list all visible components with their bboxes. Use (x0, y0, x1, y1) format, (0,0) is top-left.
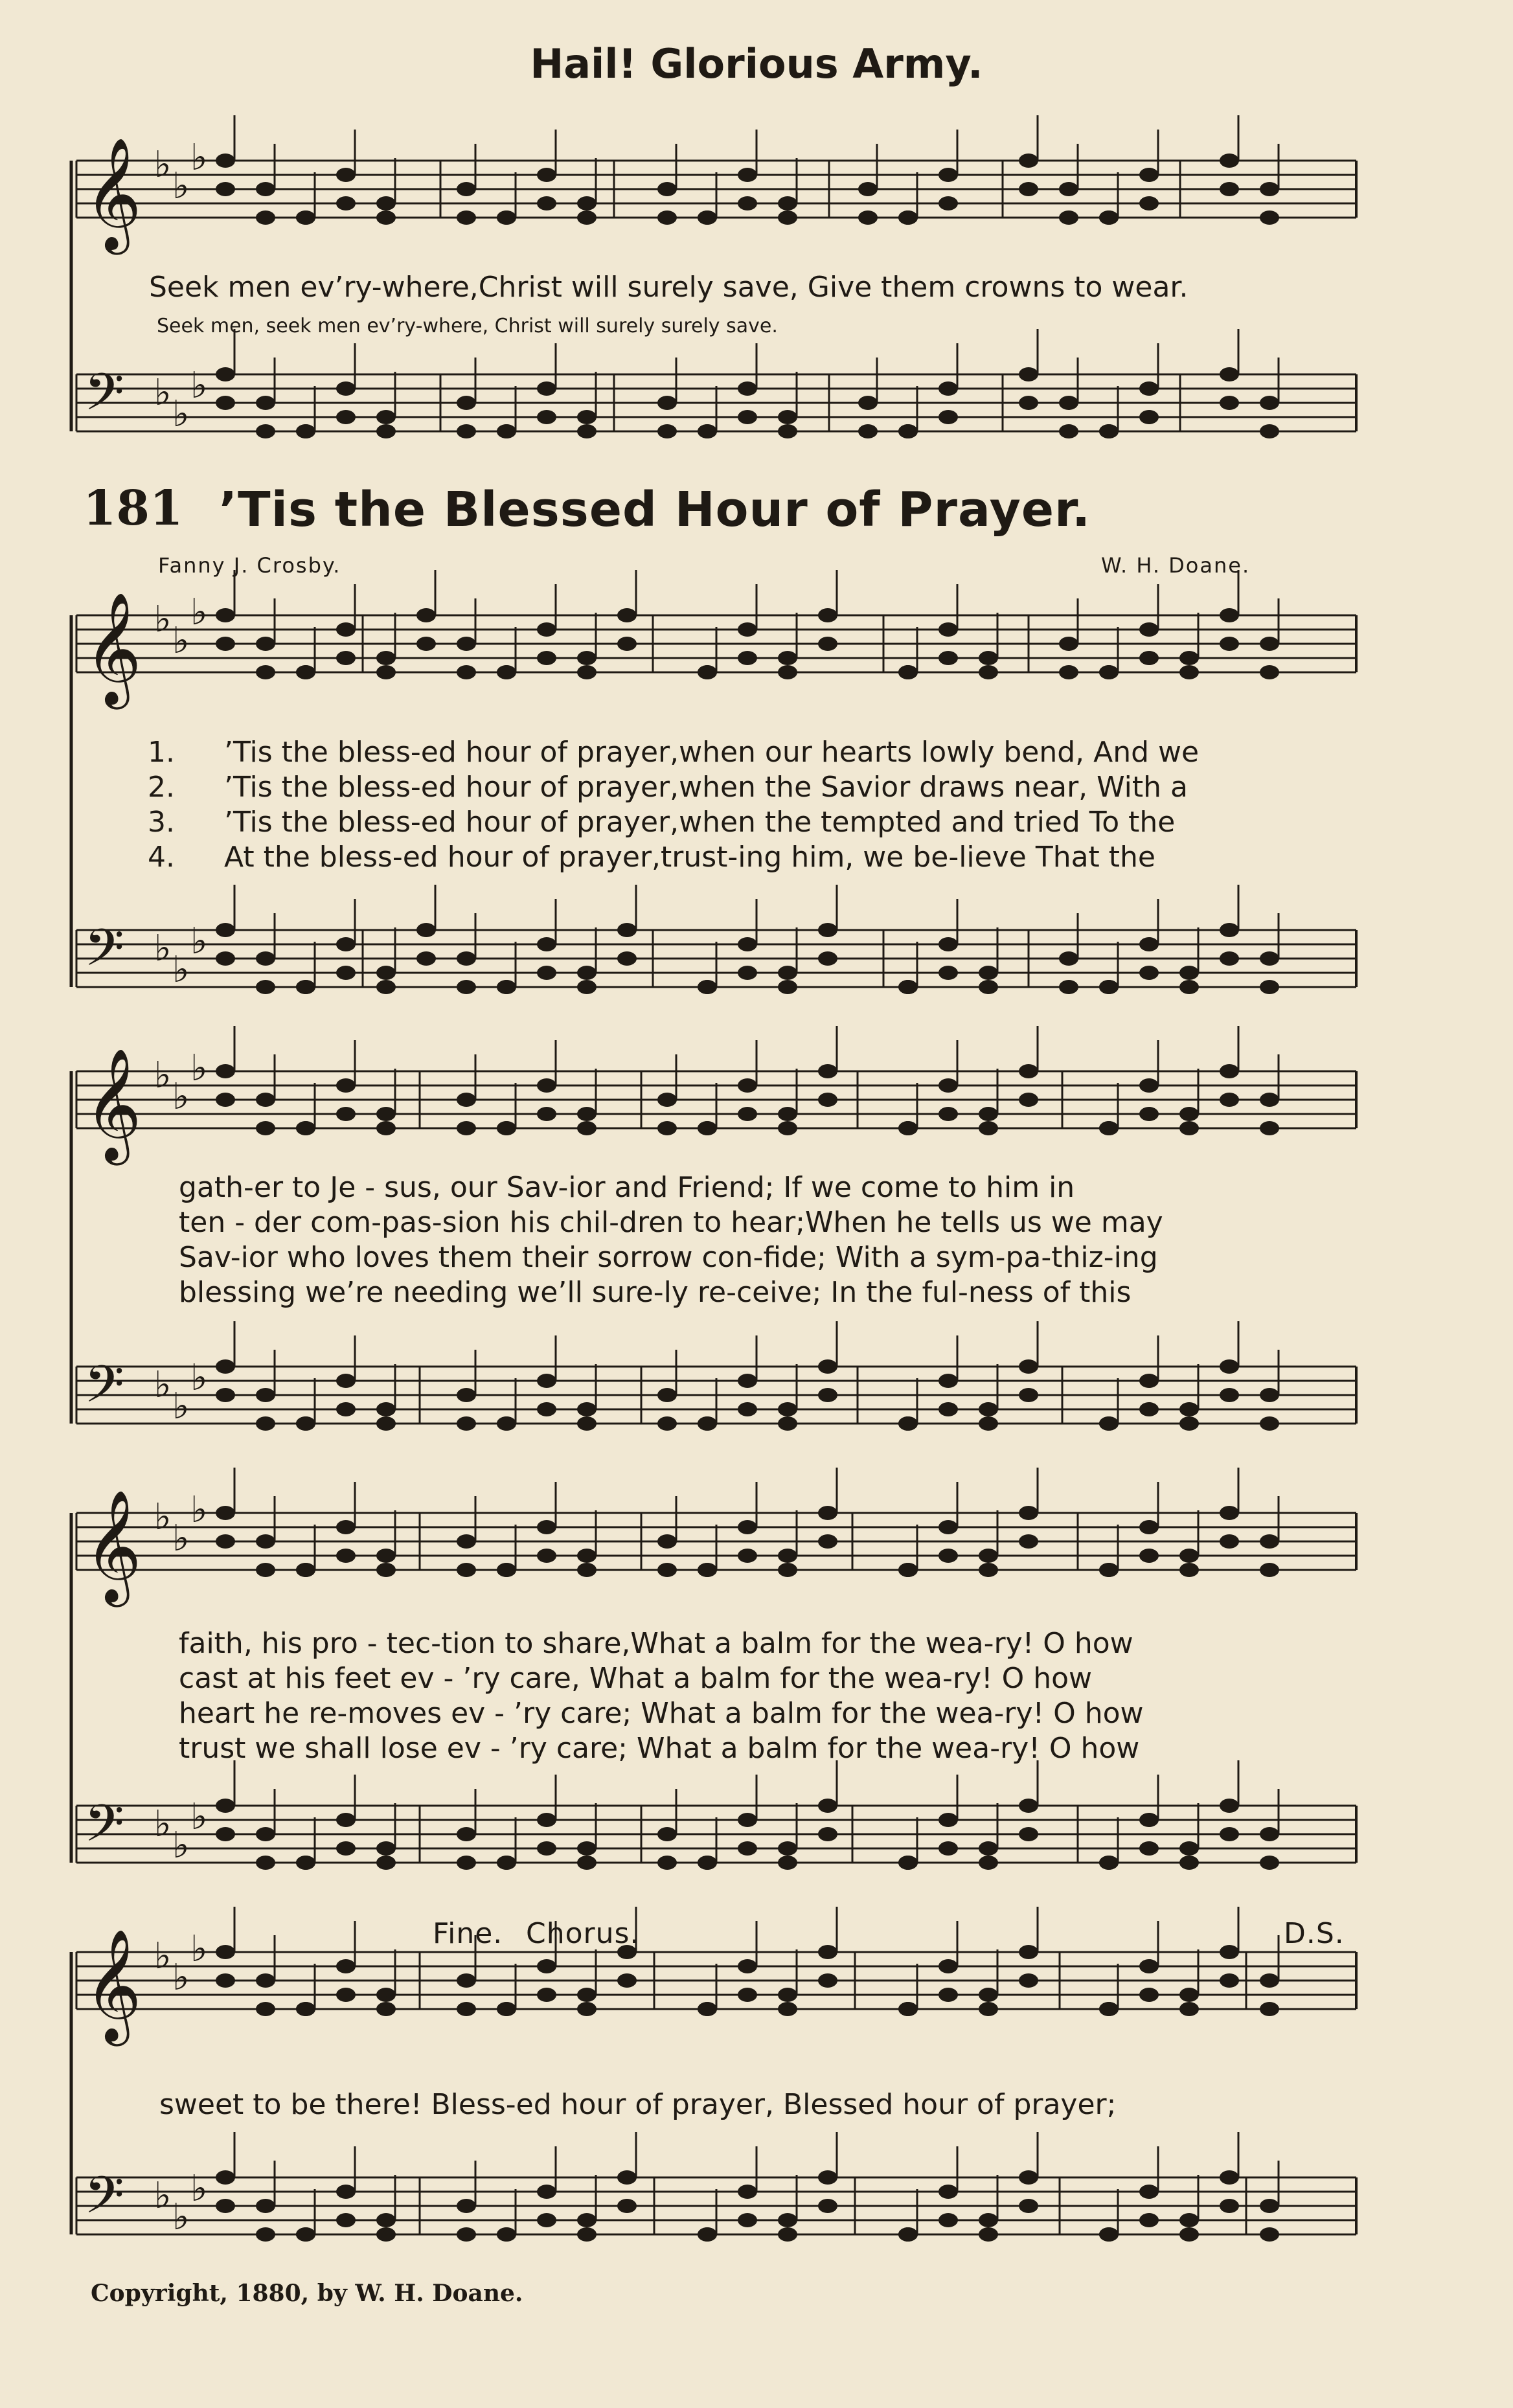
previous-hymn-lyric: Seek men ev’ry-where,Christ will surely save, Give them crowns to wear. (149, 271, 1189, 304)
svg-text:♭: ♭ (172, 620, 190, 662)
svg-text:𝄢: 𝄢 (84, 1793, 124, 1866)
svg-text:♭: ♭ (190, 1489, 208, 1531)
verse-4-line-2: blessing we’re needing we’ll sure-ly re-ceive; In the ful-ness of this (179, 1276, 1132, 1309)
svg-text:♭: ♭ (154, 1054, 172, 1096)
svg-text:𝄞: 𝄞 (84, 592, 142, 705)
svg-text:♭: ♭ (172, 1385, 190, 1427)
verse-3-line-3: heart he re-moves ev - ’ry care; What a balm for the wea-ry! O how (179, 1697, 1144, 1730)
composer-credit: W. H. Doane. (1101, 553, 1251, 578)
verse-2-line-1: 2. ’Tis the bless-ed hour of prayer,when the Savior draws near, With a (148, 771, 1188, 804)
svg-text:♭: ♭ (190, 591, 208, 633)
svg-text:♭: ♭ (190, 920, 208, 962)
svg-text:𝄢: 𝄢 (84, 362, 124, 435)
svg-text:𝄞: 𝄞 (84, 137, 142, 250)
svg-text:𝄞: 𝄞 (84, 1048, 142, 1161)
verse-2-line-3: cast at his feet ev - ’ry care, What a balm for the wea-ry! O how (179, 1662, 1093, 1695)
lyricist-credit: Fanny J. Crosby. (158, 553, 341, 578)
previous-hymn-alt-lyric: Seek men, seek men ev’ry-where, Christ will surely surely save. (157, 315, 778, 337)
svg-text:♭: ♭ (172, 165, 190, 207)
chorus-lyric: sweet to be there! Bless-ed hour of prayer, Blessed hour of prayer; (159, 2088, 1117, 2121)
hymn-title: ’Tis the Blessed Hour of Prayer. (219, 482, 1091, 538)
svg-text:𝄢: 𝄢 (84, 918, 124, 990)
chorus-label: Chorus. (526, 1917, 640, 1950)
svg-text:♭: ♭ (154, 2175, 172, 2217)
verse-2-line-2: ten - der com-pas-sion his chil-dren to hear;When he tells us we may (179, 1206, 1163, 1239)
svg-text:♭: ♭ (172, 949, 190, 991)
verse-3-line-1: 3. ’Tis the bless-ed hour of prayer,when the tempted and tried To the (148, 806, 1176, 839)
ds-label: D.S. (1284, 1917, 1345, 1950)
svg-text:♭: ♭ (190, 137, 208, 179)
svg-text:𝄢: 𝄢 (84, 2165, 124, 2238)
svg-text:♭: ♭ (154, 927, 172, 970)
svg-text:♭: ♭ (172, 2196, 190, 2238)
svg-text:♭: ♭ (172, 1076, 190, 1118)
svg-text:♭: ♭ (154, 1496, 172, 1538)
svg-text:♭: ♭ (172, 1824, 190, 1867)
verse-4-line-3: trust we shall lose ev - ’ry care; What a balm for the wea-ry! O how (179, 1732, 1140, 1765)
svg-text:♭: ♭ (190, 365, 208, 407)
svg-text:𝄢: 𝄢 (84, 1354, 124, 1427)
svg-text:♭: ♭ (154, 598, 172, 641)
svg-text:♭: ♭ (190, 1928, 208, 1970)
hymn-number: 181 (83, 481, 183, 536)
svg-text:♭: ♭ (154, 1803, 172, 1845)
svg-text:♭: ♭ (172, 1517, 190, 1560)
verse-1-line-3: faith, his pro - tec-tion to share,What a balm for the wea-ry! O how (179, 1627, 1133, 1660)
svg-text:𝄞: 𝄞 (84, 1929, 142, 2041)
verse-1-line-1: 1. ’Tis the bless-ed hour of prayer,when our hearts lowly bend, And we (148, 736, 1200, 769)
svg-text:♭: ♭ (154, 372, 172, 414)
svg-text:♭: ♭ (172, 393, 190, 435)
svg-text:♭: ♭ (154, 1935, 172, 1977)
svg-text:𝄞: 𝄞 (84, 1490, 142, 1602)
svg-text:♭: ♭ (190, 1047, 208, 1089)
copyright-notice: Copyright, 1880, by W. H. Doane. (91, 2280, 523, 2307)
svg-text:♭: ♭ (190, 1796, 208, 1838)
svg-text:♭: ♭ (190, 2168, 208, 2210)
fine-label: Fine. (433, 1917, 503, 1950)
verse-3-line-2: Sav-ior who loves them their sorrow con-fide; With a sym-pa-thiz-ing (179, 1241, 1158, 1274)
previous-hymn-title: Hail! Glorious Army. (530, 40, 983, 87)
svg-text:♭: ♭ (172, 1957, 190, 1999)
svg-text:♭: ♭ (154, 1364, 172, 1406)
svg-text:♭: ♭ (154, 144, 172, 186)
verse-4-line-1: 4. At the bless-ed hour of prayer,trust-ing him, we be-lieve That the (148, 841, 1155, 874)
verse-1-line-2: gath-er to Je - sus, our Sav-ior and Friend; If we come to him in (179, 1171, 1075, 1204)
svg-text:♭: ♭ (190, 1357, 208, 1399)
